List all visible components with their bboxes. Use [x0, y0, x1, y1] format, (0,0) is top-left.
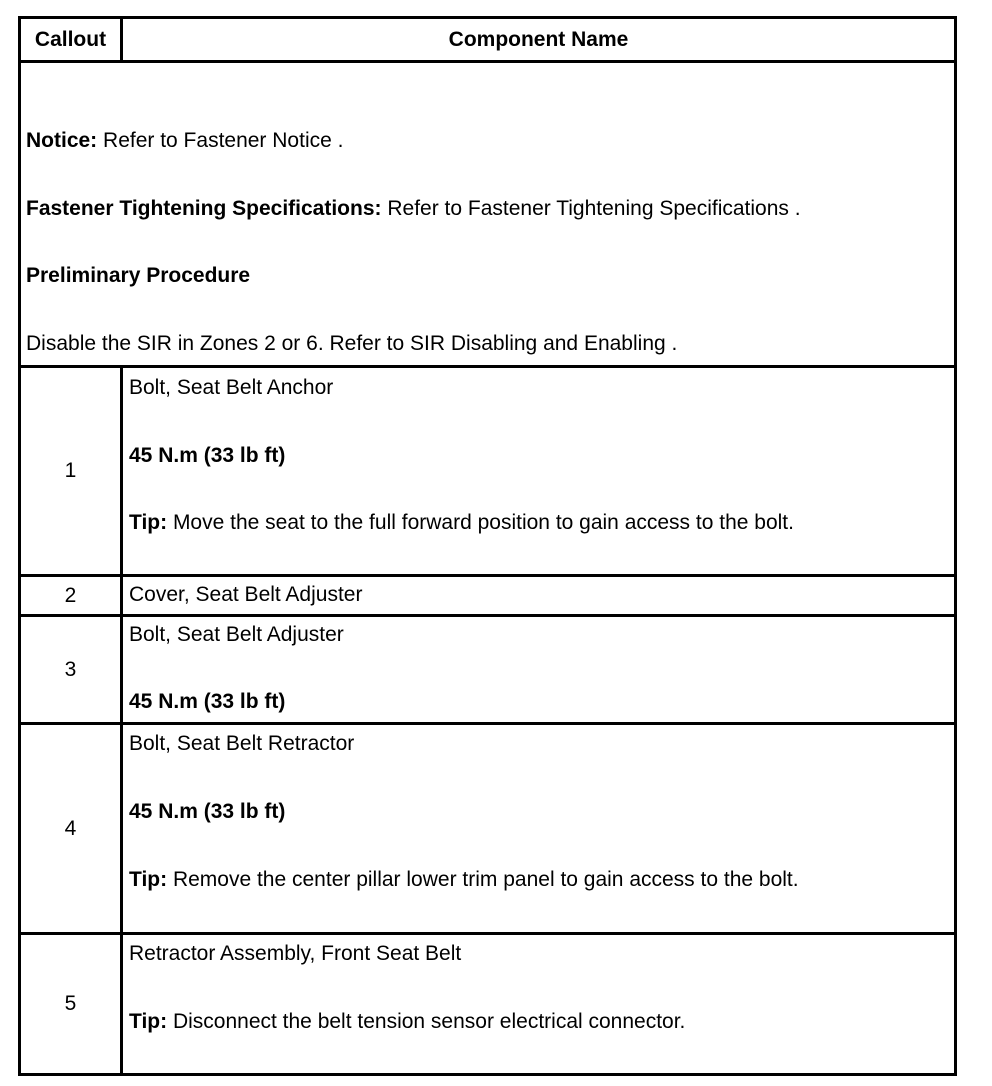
notices-row — [21, 60, 954, 365]
preliminary-procedure-heading: Preliminary Procedure — [26, 264, 251, 287]
tip-text: Disconnect the belt tension sensor electrical connector. — [167, 1010, 686, 1033]
component-cell — [123, 725, 954, 932]
tip-text: Remove the center pillar lower trim panel to gain access to the bolt. — [167, 868, 799, 891]
tip-line — [129, 511, 794, 535]
callout-number: 4 — [21, 725, 123, 932]
fastener-spec-label: Fastener Tightening Specifications: — [26, 197, 382, 220]
tip-label: Tip: — [129, 1010, 168, 1033]
callout-number: 3 — [21, 617, 123, 722]
torque-spec: 45 N.m (33 lb ft) — [129, 800, 286, 823]
table-row — [21, 932, 954, 1073]
fastener-spec-line — [26, 197, 801, 221]
tip-line — [129, 1010, 685, 1034]
component-name: Bolt, Seat Belt Adjuster — [129, 623, 344, 646]
notice-text: Refer to Fastener Notice . — [97, 129, 344, 152]
torque-spec: 45 N.m (33 lb ft) — [129, 690, 286, 713]
table-row — [21, 365, 954, 574]
table-row — [21, 574, 954, 614]
component-name-header: Component Name — [448, 27, 629, 51]
component-cell — [123, 577, 954, 614]
tip-label: Tip: — [129, 868, 168, 891]
callout-number: 2 — [21, 577, 123, 614]
component-name: Retractor Assembly, Front Seat Belt — [129, 942, 462, 965]
component-cell — [123, 935, 954, 1073]
component-cell — [123, 617, 954, 722]
tip-text: Move the seat to the full forward position to gain access to the bolt. — [167, 511, 794, 534]
component-cell — [123, 368, 954, 574]
disable-sir-text: Disable the SIR in Zones 2 or 6. Refer to SIR Disabling and Enabling . — [26, 332, 678, 355]
callout-header: Callout — [21, 19, 123, 60]
notice-label: Notice: — [26, 129, 98, 152]
component-name: Cover, Seat Belt Adjuster — [129, 583, 363, 606]
table-row — [21, 722, 954, 932]
table-header-row — [21, 19, 954, 60]
tip-label: Tip: — [129, 511, 168, 534]
component-table — [18, 16, 957, 1076]
component-name: Bolt, Seat Belt Anchor — [129, 376, 334, 399]
notice-line — [26, 129, 343, 153]
tip-line — [129, 868, 799, 892]
callout-number: 1 — [21, 368, 123, 574]
table-row — [21, 614, 954, 722]
callout-number: 5 — [21, 935, 123, 1073]
component-name: Bolt, Seat Belt Retractor — [129, 732, 355, 755]
fastener-spec-text: Refer to Fastener Tightening Specifications . — [381, 197, 801, 220]
torque-spec: 45 N.m (33 lb ft) — [129, 444, 286, 467]
